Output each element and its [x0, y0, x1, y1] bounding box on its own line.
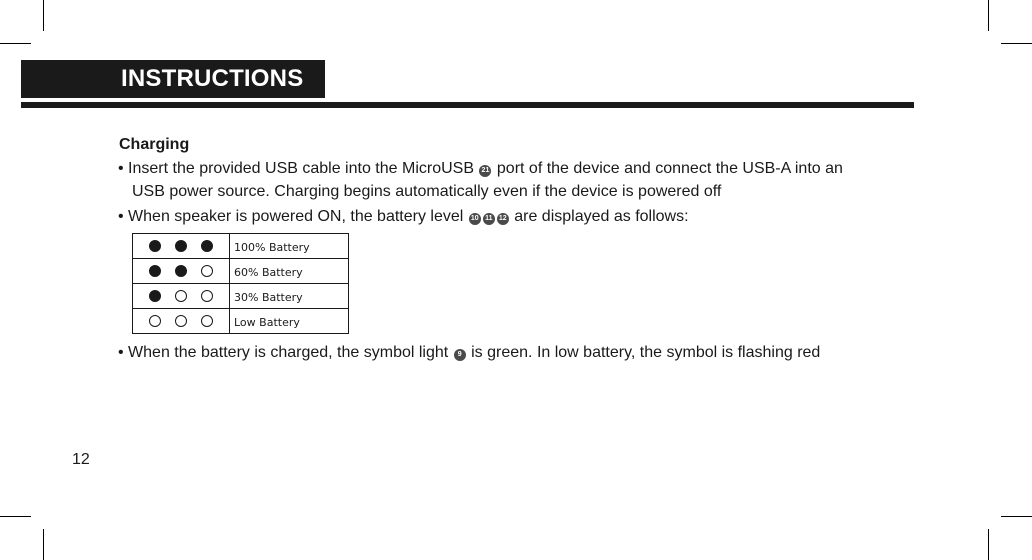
- led-on-icon: [149, 290, 161, 302]
- battery-level-table: [132, 233, 349, 334]
- page-number: 12: [72, 451, 90, 468]
- bullet-text: • Insert the provided USB cable into the MicroUSB: [118, 160, 474, 177]
- battery-level-label: Low Battery: [230, 309, 349, 334]
- crop-mark: [43, 529, 44, 560]
- bullet-usb: [118, 158, 843, 180]
- crop-mark: [1001, 43, 1032, 44]
- led-on-icon: [149, 240, 161, 252]
- callout-badge: 11: [483, 213, 495, 225]
- crop-mark: [0, 516, 31, 517]
- battery-indicator-cell: [133, 284, 230, 309]
- battery-indicator-cell: [133, 309, 230, 334]
- bullet-usb-continued: USB power source. Charging begins automatically even if the device is powered off: [132, 183, 722, 200]
- header-rule: [21, 102, 914, 108]
- led-off-icon: [201, 315, 213, 327]
- callout-badge: 21: [479, 165, 491, 177]
- crop-mark: [43, 0, 44, 31]
- bullet-text: • When the battery is charged, the symbol light: [118, 344, 449, 361]
- bullet-symbol-light: [118, 342, 820, 364]
- led-off-icon: [201, 290, 213, 302]
- bullet-text: port of the device and connect the USB-A into an: [496, 160, 843, 177]
- battery-level-label: 60% Battery: [230, 259, 349, 284]
- section-heading: Charging: [119, 136, 190, 153]
- bullet-text: are displayed as follows:: [514, 208, 689, 225]
- led-on-icon: [201, 240, 213, 252]
- bullet-text: • When speaker is powered ON, the battery level: [118, 208, 464, 225]
- callout-badge: 12: [497, 213, 509, 225]
- crop-mark: [988, 529, 989, 560]
- led-off-icon: [201, 265, 213, 277]
- crop-mark: [0, 43, 31, 44]
- callout-badge: 10: [469, 213, 481, 225]
- battery-level-row: [133, 259, 349, 284]
- crop-mark: [988, 0, 989, 31]
- led-on-icon: [175, 265, 187, 277]
- bullet-text: is green. In low battery, the symbol is flashing red: [471, 344, 821, 361]
- callout-badge: 9: [454, 349, 466, 361]
- battery-level-row: [133, 284, 349, 309]
- led-off-icon: [149, 315, 161, 327]
- led-off-icon: [175, 290, 187, 302]
- battery-indicator-cell: [133, 234, 230, 259]
- led-off-icon: [175, 315, 187, 327]
- crop-mark: [1001, 516, 1032, 517]
- battery-level-row: [133, 234, 349, 259]
- bullet-battery-level: [118, 206, 689, 228]
- battery-indicator-cell: [133, 259, 230, 284]
- battery-level-label: 30% Battery: [230, 284, 349, 309]
- led-on-icon: [149, 265, 161, 277]
- battery-level-label: 100% Battery: [230, 234, 349, 259]
- page-title: INSTRUCTIONS: [121, 65, 304, 92]
- led-on-icon: [175, 240, 187, 252]
- battery-level-row: [133, 309, 349, 334]
